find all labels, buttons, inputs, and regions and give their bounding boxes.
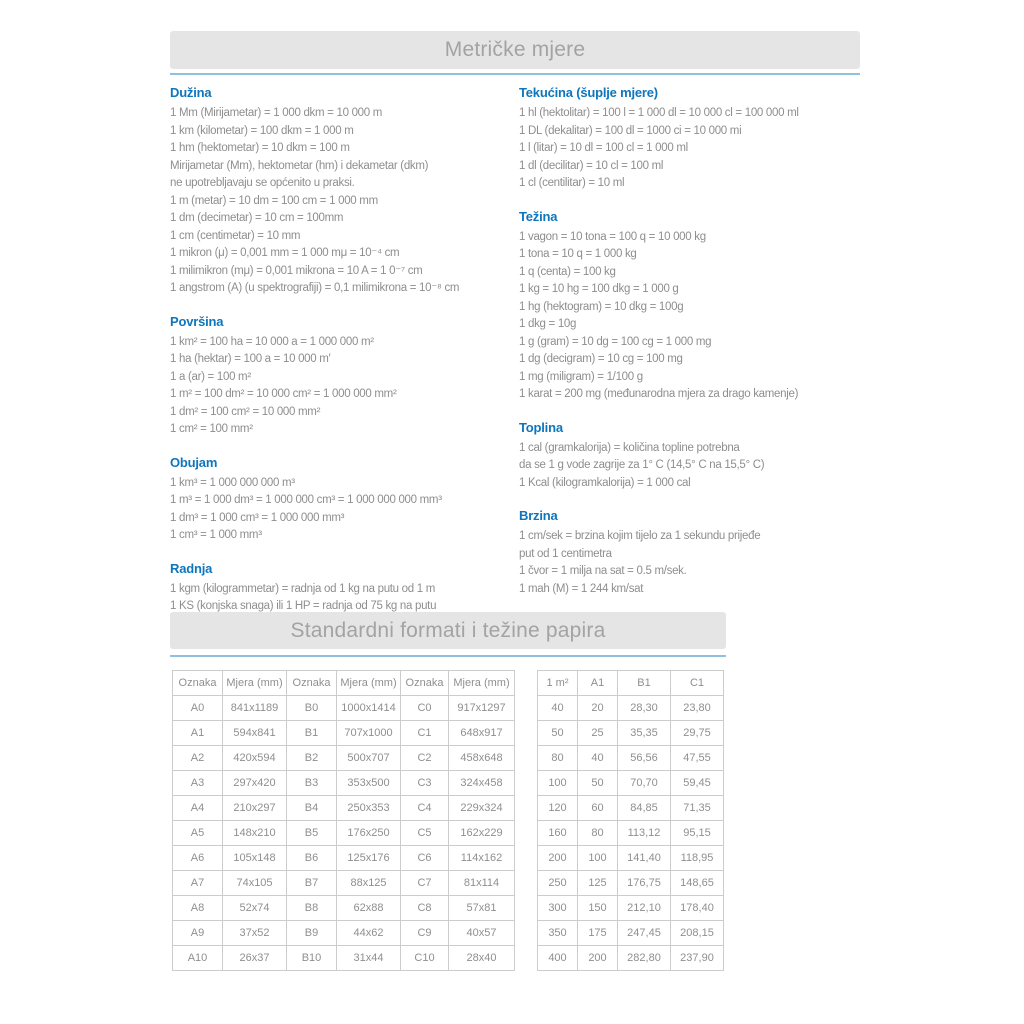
table-cell: 148x210 [223,821,287,846]
table-cell: C6 [401,846,449,871]
table-cell: 88x125 [337,871,401,896]
table-cell: C7 [401,871,449,896]
table-row [538,771,724,796]
table-cell: 148,65 [671,871,724,896]
table-cell: A1 [173,721,223,746]
table-cell: 247,45 [618,921,671,946]
table-cell: 80 [578,821,618,846]
table-cell: 56,56 [618,746,671,771]
table-cell: 35,35 [618,721,671,746]
table-cell: 25 [578,721,618,746]
table-cell: 40x57 [449,921,515,946]
weights-table [537,670,724,971]
section-brzina [519,508,864,598]
table-cell: 113,12 [618,821,671,846]
table-cell: 175 [578,921,618,946]
measure-line: 1 dm³ = 1 000 cm³ = 1 000 000 mm³ [170,511,345,524]
table-cell: 118,95 [671,846,724,871]
measure-line: 1 DL (dekalitar) = 100 dl = 1000 ci = 10 000 mi [519,124,742,137]
section-povrsina [170,314,518,439]
measure-line: 1 cm² = 100 mm² [170,423,253,435]
table-cell: B7 [287,871,337,896]
table-cell: 37x52 [223,921,287,946]
table-row [173,771,515,796]
measure-line: 1 dm (decimetar) = 10 cm = 100mm [170,212,344,224]
table-row [538,696,724,721]
table-cell: 160 [538,821,578,846]
table-cell: 80 [538,746,578,771]
table-cell: 594x841 [223,721,287,746]
table-cell: 29,75 [671,721,724,746]
table-cell: B9 [287,921,337,946]
section-toplina [519,420,864,493]
measure-line: 1 m (metar) = 10 dm = 100 cm = 1 000 mm [170,194,378,207]
table-cell: 353x500 [337,771,401,796]
table-row [538,821,724,846]
table-cell: B1 [287,721,337,746]
table-cell: 917x1297 [449,696,515,721]
column-header: B1 [618,671,671,696]
table-cell: A9 [173,921,223,946]
measure-line: 1 cm/sek = brzina kojim tijelo za 1 sekundu prijeđe [519,530,761,542]
table-cell: 212,10 [618,896,671,921]
table-row [173,871,515,896]
table-row [173,746,515,771]
table-cell: 162x229 [449,821,515,846]
column-left [170,85,518,649]
section-heading: Brzina [519,508,558,523]
table-cell: C2 [401,746,449,771]
measure-line: 1 q (centa) = 100 kg [519,265,616,278]
table-cell: 400 [538,946,578,971]
table-cell: 71,35 [671,796,724,821]
table-row [173,921,515,946]
table-cell: 458x648 [449,746,515,771]
table-row [173,846,515,871]
measure-line: 1 dl (decilitar) = 10 cl = 100 ml [519,159,664,172]
table-cell: 324x458 [449,771,515,796]
table-cell: 57x81 [449,896,515,921]
table-cell: C10 [401,946,449,971]
table-cell: C0 [401,696,449,721]
table-cell: B10 [287,946,337,971]
column-header: Mjera (mm) [223,671,287,696]
table-cell: 120 [538,796,578,821]
formats-table [172,670,515,971]
table-cell: A10 [173,946,223,971]
table-row [173,796,515,821]
column-header: C1 [671,671,724,696]
table-cell: 282,80 [618,946,671,971]
table-cell: 62x88 [337,896,401,921]
measure-line: 1 cal (gramkalorija) = količina topline potrebna [519,441,740,454]
table-cell: 141,40 [618,846,671,871]
section-heading: Tekućina (šuplje mjere) [519,85,658,100]
measure-line: put od 1 centimetra [519,547,612,560]
column-header: Oznaka [401,671,449,696]
table-cell: 20 [578,696,618,721]
table-cell: 707x1000 [337,721,401,746]
table-cell: A7 [173,871,223,896]
table-cell: 60 [578,796,618,821]
table-row [173,696,515,721]
measure-line: 1 hm (hektometar) = 10 dkm = 100 m [170,142,350,154]
table-cell: 59,45 [671,771,724,796]
measure-line: Mirijametar (Mm), hektometar (hm) i dekametar (dkm) [170,159,429,172]
measure-line: 1 karat = 200 mg (međunarodna mjera za drago kamenje) [519,388,799,400]
table-cell: 229x324 [449,796,515,821]
table-cell: A6 [173,846,223,871]
column-header: Mjera (mm) [449,671,515,696]
measure-line: 1 vagon = 10 tona = 100 q = 10 000 kg [519,230,706,243]
measure-line: 1 tona = 10 q = 1 000 kg [519,248,637,260]
table-cell: 70,70 [618,771,671,796]
measure-line: 1 kg = 10 hg = 100 dkg = 1 000 g [519,283,679,295]
measure-line: ne upotrebljavaju se općenito u praksi. [170,177,355,189]
table-cell: 114x162 [449,846,515,871]
measure-line: 1 mah (M) = 1 244 km/sat [519,582,644,595]
measure-line: 1 KS (konjska snaga) ili 1 HP = radnja od 75 kg na putu [170,600,437,612]
measure-line: 1 dm² = 100 cm² = 10 000 mm² [170,405,321,418]
table-row [173,946,515,971]
table-cell: 105x148 [223,846,287,871]
table-cell: 200 [538,846,578,871]
table-cell: A0 [173,696,223,721]
table-cell: 23,80 [671,696,724,721]
table-cell: 40 [538,696,578,721]
table-cell: 208,15 [671,921,724,946]
title-rule-2 [170,655,726,657]
table-cell: 100 [538,771,578,796]
section-heading: Dužina [170,85,212,100]
column-header: Mjera (mm) [337,671,401,696]
table-cell: 81x114 [449,871,515,896]
table-cell: 31x44 [337,946,401,971]
section-heading: Obujam [170,454,218,470]
table-header-row [173,671,515,696]
table-row [173,896,515,921]
table-cell: A2 [173,746,223,771]
table-cell: B0 [287,696,337,721]
table-row [538,946,724,971]
measure-line: 1 cl (centilitar) = 10 ml [519,177,625,189]
measure-line: 1 hl (hektolitar) = 100 l = 1 000 dl = 10 000 cl = 100 000 ml [519,107,799,119]
table-row [538,796,724,821]
table-cell: 500x707 [337,746,401,771]
table-cell: 95,15 [671,821,724,846]
table-cell: 125x176 [337,846,401,871]
table-cell: 297x420 [223,771,287,796]
table-cell: 50 [578,771,618,796]
column-right [519,85,864,614]
table-cell: A8 [173,896,223,921]
table-cell: C9 [401,921,449,946]
paper-formats-banner: Standardni formati i težine papira [170,612,726,649]
table-cell: 210x297 [223,796,287,821]
measure-line: 1 kgm (kilogrammetar) = radnja od 1 kg na putu od 1 m [170,582,436,595]
measure-line: 1 m³ = 1 000 dm³ = 1 000 000 cm³ = 1 000 000 000 mm³ [170,494,442,506]
table-cell: B6 [287,846,337,871]
table-row [538,721,724,746]
measure-line: 1 cm³ = 1 000 mm³ [170,529,262,541]
section-heading: Radnja [170,560,213,576]
table-cell: C3 [401,771,449,796]
table-row [538,871,724,896]
table-cell: 176x250 [337,821,401,846]
title-rule-1 [170,73,860,75]
measure-line: da se 1 g vode zagrije za 1° C (14,5° C na 15,5° C) [519,459,765,471]
table-cell: B2 [287,746,337,771]
table-cell: 250 [538,871,578,896]
table-cell: 200 [578,946,618,971]
table-cell: 420x594 [223,746,287,771]
measure-line: 1 milimikron (mμ) = 0,001 mikrona = 10 A = 1 0⁻⁷ cm [170,264,423,277]
table-row [538,921,724,946]
table-cell: C4 [401,796,449,821]
table-cell: 178,40 [671,896,724,921]
table-row [173,821,515,846]
table-cell: B8 [287,896,337,921]
table-cell: C5 [401,821,449,846]
table-cell: 125 [578,871,618,896]
table-cell: 84,85 [618,796,671,821]
table-cell: B3 [287,771,337,796]
table-cell: 100 [578,846,618,871]
measure-line: 1 km² = 100 ha = 10 000 a = 1 000 000 m² [170,335,374,348]
table-cell: 350 [538,921,578,946]
column-header: Oznaka [287,671,337,696]
table-cell: 40 [578,746,618,771]
section-heading: Površina [170,313,224,329]
table-cell: A4 [173,796,223,821]
table-cell: 648x917 [449,721,515,746]
table-row [173,721,515,746]
table-cell: 1000x1414 [337,696,401,721]
table-row [538,746,724,771]
table-cell: 47,55 [671,746,724,771]
table-cell: A3 [173,771,223,796]
section-tezina [519,209,864,404]
table-row [538,846,724,871]
table-cell: 300 [538,896,578,921]
section-duzina [170,85,518,298]
measure-line: 1 dg (decigram) = 10 cg = 100 mg [519,353,683,365]
table-cell: 50 [538,721,578,746]
table-cell: 74x105 [223,871,287,896]
table-cell: A5 [173,821,223,846]
measure-line: 1 Kcal (kilogramkalorija) = 1 000 cal [519,476,691,489]
section-obujam [170,455,518,545]
table-cell: 26x37 [223,946,287,971]
measure-line: 1 čvor = 1 milja na sat = 0.5 m/sek. [519,565,687,577]
table-cell: C1 [401,721,449,746]
section-heading: Toplina [519,419,563,435]
table-cell: 44x62 [337,921,401,946]
table-cell: 28,30 [618,696,671,721]
table-header-row [538,671,724,696]
table-cell: B5 [287,821,337,846]
measure-line: 1 m² = 100 dm² = 10 000 cm² = 1 000 000 mm² [170,388,397,400]
table-cell: 28x40 [449,946,515,971]
table-cell: 841x1189 [223,696,287,721]
table-cell: 237,90 [671,946,724,971]
table-cell: B4 [287,796,337,821]
measure-line: 1 mikron (μ) = 0,001 mm = 1 000 mμ = 10⁻⁴ cm [170,247,400,259]
table-cell: C8 [401,896,449,921]
table-cell: 176,75 [618,871,671,896]
column-header: A1 [578,671,618,696]
measure-line: 1 g (gram) = 10 dg = 100 cg = 1 000 mg [519,335,712,348]
measure-line: 1 km (kilometar) = 100 dkm = 1 000 m [170,124,354,137]
measure-line: 1 a (ar) = 100 m² [170,370,251,383]
measure-line: 1 cm (centimetar) = 10 mm [170,229,301,242]
measure-line: 1 Mm (Mirijametar) = 1 000 dkm = 10 000 m [170,107,383,119]
table-cell: 150 [578,896,618,921]
measure-line: 1 dkg = 10g [519,318,577,330]
measure-line: 1 hg (hektogram) = 10 dkg = 100g [519,300,684,313]
table-cell: 250x353 [337,796,401,821]
measure-line: 1 mg (miligram) = 1/100 g [519,370,643,383]
section-tekucina [519,85,864,193]
column-header: Oznaka [173,671,223,696]
measure-line: 1 km³ = 1 000 000 000 m³ [170,476,295,489]
metric-measures-banner: Metričke mjere [170,31,860,69]
measure-line: 1 angstrom (A) (u spektrografiji) = 0,1 milimikrona = 10⁻⁸ cm [170,282,460,294]
table-row [538,896,724,921]
table-cell: 52x74 [223,896,287,921]
column-header: 1 m² [538,671,578,696]
measure-line: 1 ha (hektar) = 100 a = 10 000 m′ [170,353,331,365]
measure-line: 1 l (litar) = 10 dl = 100 cl = 1 000 ml [519,142,688,154]
section-heading: Težina [519,208,558,224]
